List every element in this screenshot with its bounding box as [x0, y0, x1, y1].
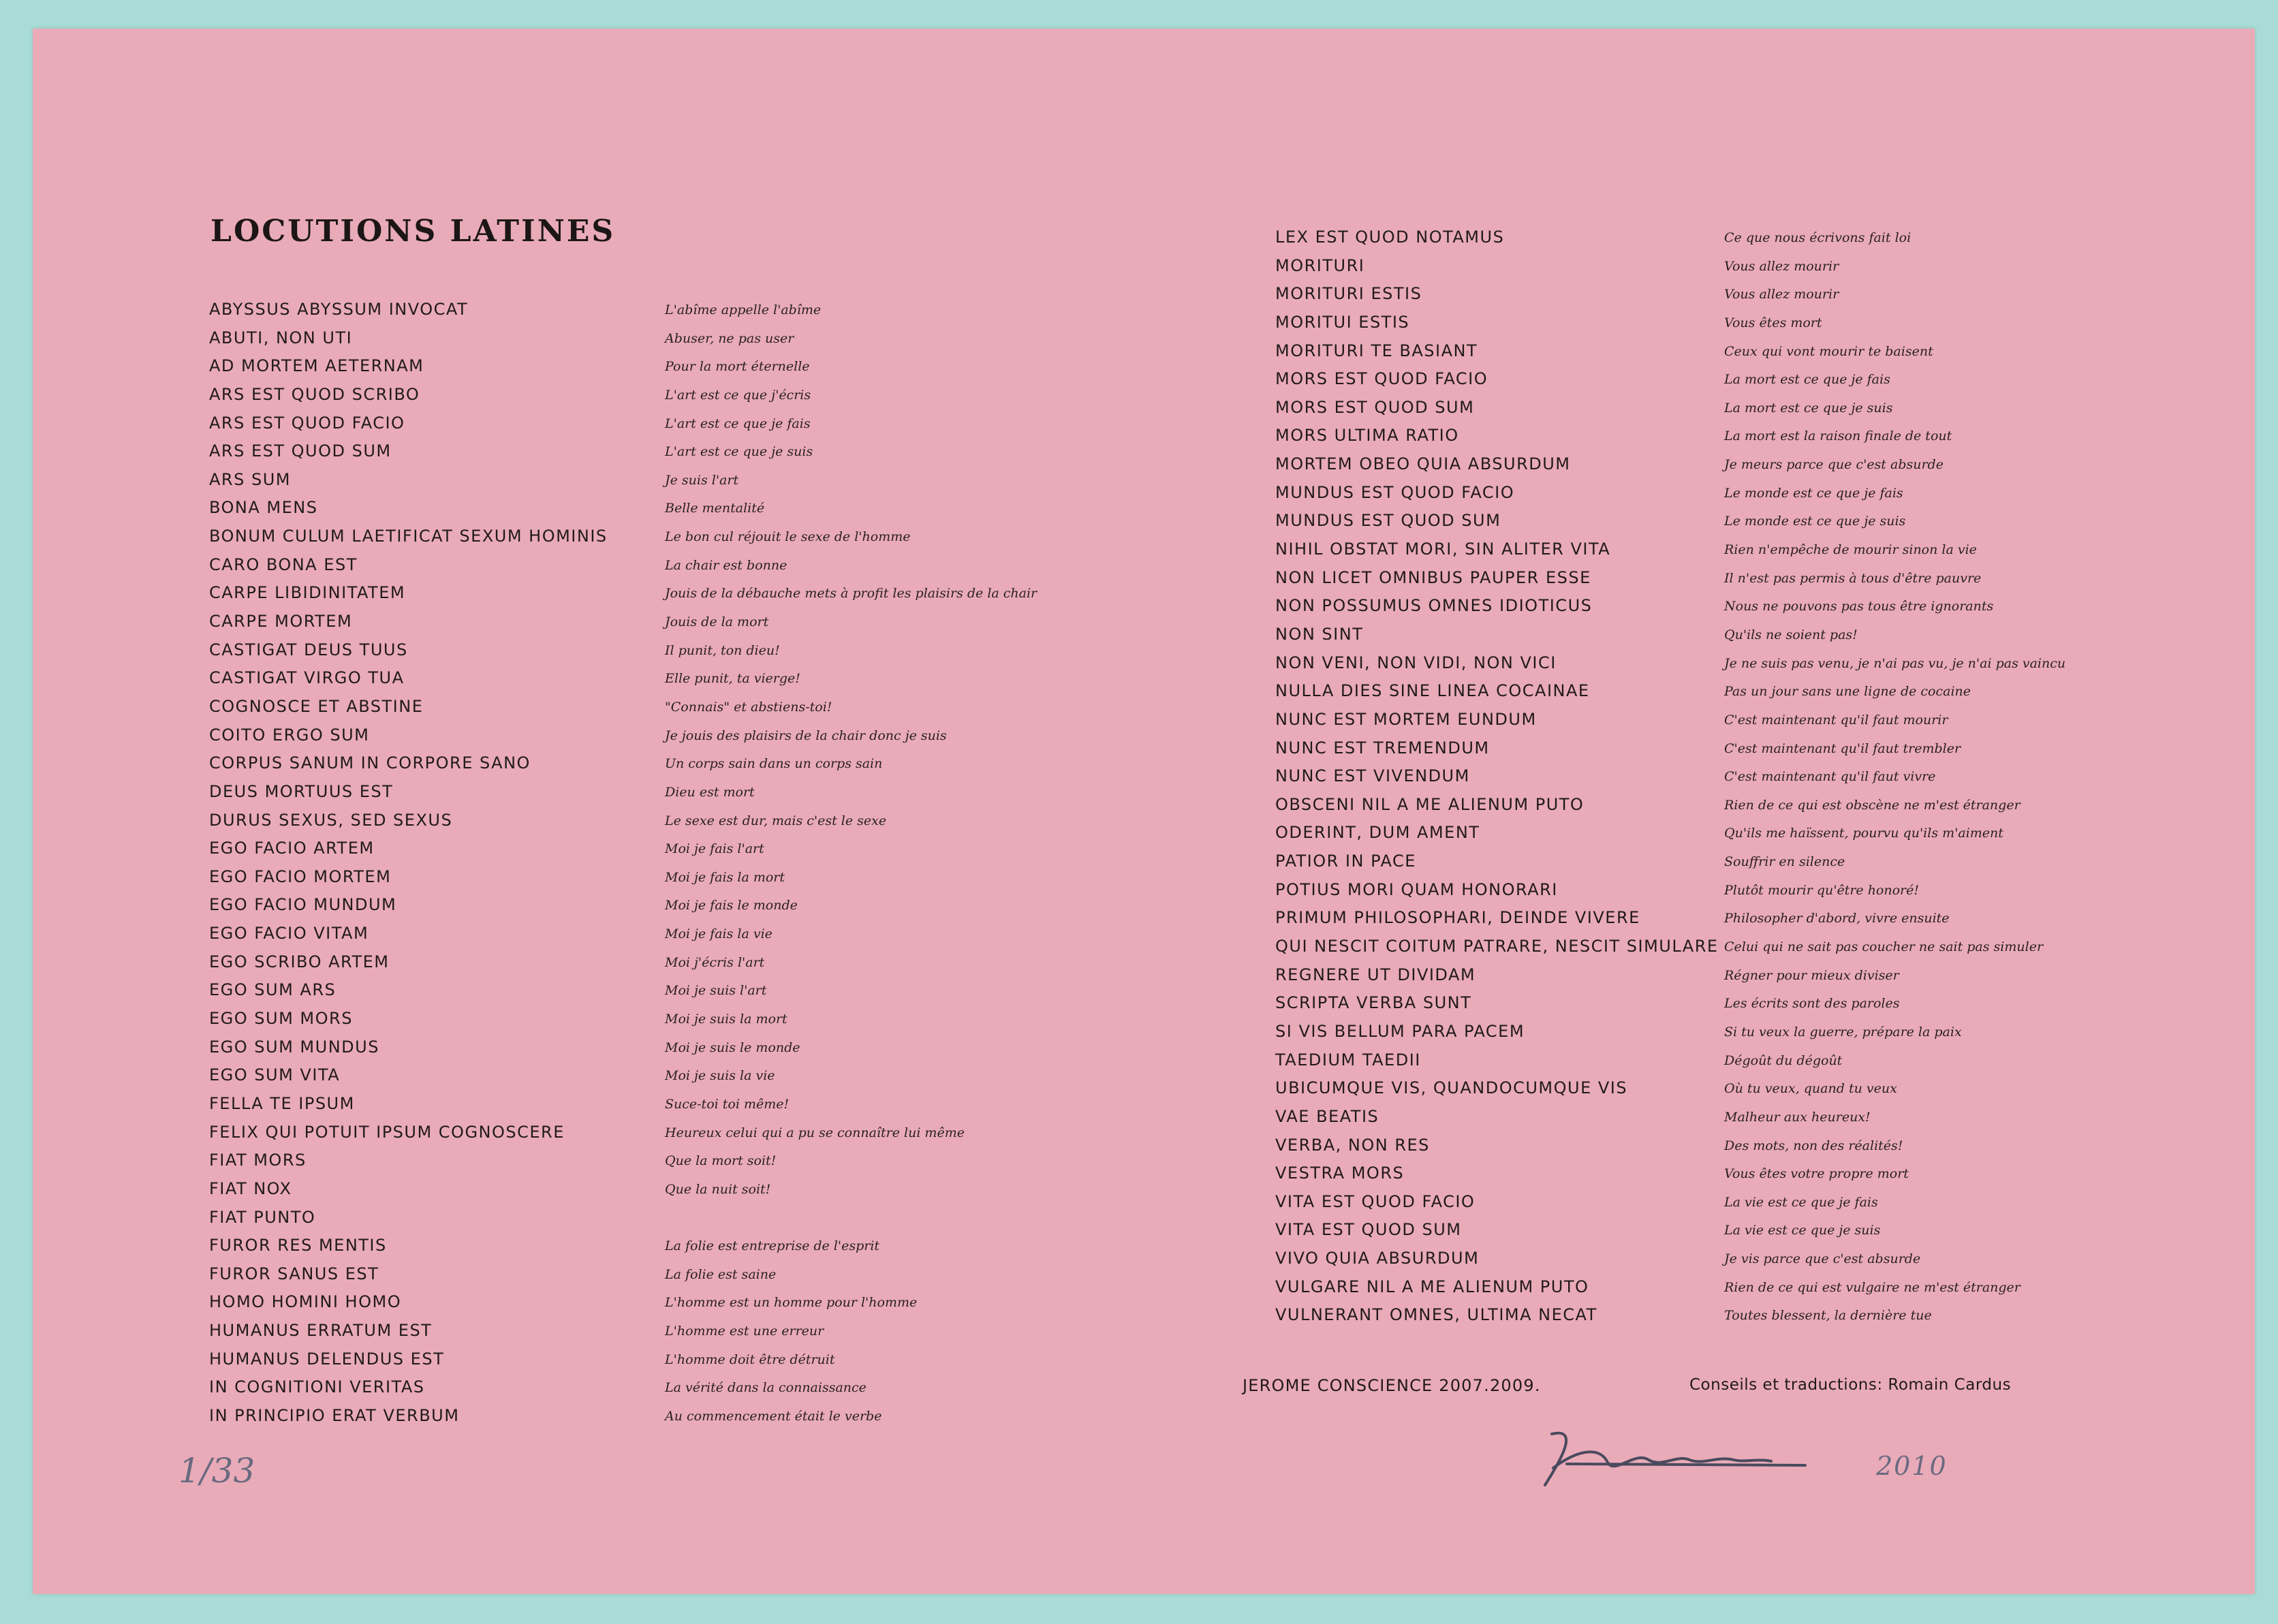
phrase-row [209, 1207, 1095, 1236]
french-translation: L'homme est un homme pour l'homme [665, 1295, 918, 1311]
page-title: LOCUTIONS LATINES [210, 214, 616, 249]
phrase-row [1275, 879, 2161, 908]
french-translation: Régner pour mieux diviser [1724, 967, 1899, 983]
phrase-row [209, 1122, 1095, 1151]
phrase-row [209, 582, 1095, 611]
french-translation: Dieu est mort [665, 784, 755, 800]
latin-phrase: EGO SUM VITA [209, 1065, 341, 1085]
latin-phrase: ABUTI, NON UTI [209, 328, 353, 347]
latin-phrase: DURUS SEXUS, SED SEXUS [209, 810, 453, 830]
phrase-row [1275, 255, 2161, 284]
phrase-row [209, 980, 1095, 1008]
french-translation: Je meurs parce que c'est absurde [1724, 457, 1944, 473]
translation-credit: Conseils et traductions: Romain Cardus [1689, 1376, 2012, 1394]
latin-phrase: EGO SUM MORS [209, 1009, 353, 1029]
phrase-row [209, 555, 1095, 583]
phrase-row [209, 413, 1095, 441]
latin-phrase: COITO ERGO SUM [209, 725, 370, 745]
latin-phrase: MORITURI [1275, 255, 1365, 275]
french-translation: Il n'est pas permis à tous d'être pauvre [1724, 570, 1982, 586]
phrase-row [209, 725, 1095, 753]
phrase-row [209, 299, 1095, 328]
phrase-row [1275, 397, 2161, 426]
french-translation: Moi j'écris l'art [665, 954, 765, 970]
french-translation: Moi je fais la vie [665, 926, 773, 942]
latin-phrase: ARS SUM [209, 469, 291, 489]
french-translation: La vie est ce que je suis [1724, 1223, 1881, 1238]
phrase-row [1275, 738, 2161, 766]
latin-phrase: IN COGNITIONI VERITAS [209, 1377, 425, 1397]
latin-phrase: ARS EST QUOD SCRIBO [209, 384, 420, 404]
latin-phrase: EGO FACIO MUNDUM [209, 895, 397, 915]
latin-phrase: VITA EST QUOD FACIO [1275, 1191, 1476, 1211]
handwritten-year: 2010 [1876, 1451, 1948, 1481]
phrase-row [209, 1377, 1095, 1405]
french-translation: Le monde est ce que je suis [1724, 514, 1906, 529]
latin-phrase: NON SINT [1275, 624, 1364, 644]
latin-phrase: FIAT NOX [209, 1178, 292, 1198]
french-translation: Où tu veux, quand tu veux [1724, 1081, 1897, 1097]
phrase-row [1275, 822, 2161, 851]
latin-phrase: DEUS MORTUUS EST [209, 781, 394, 801]
french-translation: Souffrir en silence [1724, 854, 1845, 870]
french-translation: Le bon cul réjouit le sexe de l'homme [665, 529, 911, 545]
french-translation: Il punit, ton dieu! [665, 642, 780, 658]
phrase-row [209, 497, 1095, 526]
phrase-row [1275, 425, 2161, 454]
author-credit: JEROME CONSCIENCE 2007.2009. [1243, 1376, 1541, 1395]
edition-number: 1/33 [178, 1451, 255, 1490]
phrase-row [1275, 1021, 2161, 1050]
french-translation: Dégoût du dégoût [1724, 1052, 1843, 1068]
latin-phrase: EGO FACIO VITAM [209, 924, 369, 943]
latin-phrase: VIVO QUIA ABSURDUM [1275, 1249, 1480, 1268]
french-translation: Moi je fais le monde [665, 898, 798, 914]
phrase-row [1275, 653, 2161, 681]
phrase-row [1275, 1078, 2161, 1106]
phrase-row [209, 838, 1095, 866]
phrase-row [1275, 1248, 2161, 1277]
french-translation: Elle punit, ta vierge! [665, 671, 800, 687]
latin-phrase: FUROR RES MENTIS [209, 1236, 387, 1255]
french-translation: Vous allez mourir [1724, 287, 1839, 302]
phrase-row [1275, 794, 2161, 823]
phrase-row [209, 611, 1095, 640]
phrase-row [209, 1405, 1095, 1434]
latin-phrase: NON VENI, NON VIDI, NON VICI [1275, 653, 1557, 672]
french-translation: L'homme est une erreur [665, 1324, 824, 1339]
phrase-row [1275, 1135, 2161, 1164]
phrase-row [209, 1264, 1095, 1292]
latin-phrase: TAEDIUM TAEDII [1275, 1050, 1421, 1069]
latin-phrase: MUNDUS EST QUOD FACIO [1275, 482, 1515, 502]
phrase-row [209, 866, 1095, 895]
french-translation: La vie est ce que je fais [1724, 1194, 1878, 1210]
french-translation: L'homme doit être détruit [665, 1352, 835, 1367]
french-translation: Moi je suis l'art [665, 983, 767, 999]
french-translation: L'art est ce que j'écris [665, 387, 811, 403]
latin-phrase: OBSCENI NIL A ME ALIENUM PUTO [1275, 794, 1585, 814]
phrase-row [209, 1178, 1095, 1207]
phrase-row [209, 668, 1095, 696]
phrase-row [1275, 1106, 2161, 1135]
french-translation: Jouis de la mort [665, 614, 769, 630]
latin-phrase: PATIOR IN PACE [1275, 852, 1416, 871]
phrase-row [209, 894, 1095, 923]
phrase-row [1275, 709, 2161, 738]
french-translation: Ce que nous écrivons fait loi [1724, 230, 1912, 245]
french-translation: Moi je suis le monde [665, 1040, 800, 1055]
latin-phrase: EGO FACIO ARTEM [209, 839, 375, 858]
phrase-row [1275, 454, 2161, 482]
french-translation: Rien de ce qui est vulgaire ne m'est étranger [1724, 1279, 2020, 1295]
french-translation: C'est maintenant qu'il faut trembler [1724, 740, 1961, 756]
phrase-row [209, 753, 1095, 781]
latin-phrase: BONUM CULUM LAETIFICAT SEXUM HOMINIS [209, 527, 608, 546]
latin-phrase: FIAT MORS [209, 1151, 307, 1170]
phrase-row [1275, 510, 2161, 539]
french-translation: C'est maintenant qu'il faut vivre [1724, 769, 1936, 785]
latin-phrase: MUNDUS EST QUOD SUM [1275, 511, 1501, 531]
phrase-row [1275, 283, 2161, 312]
french-translation: Belle mentalité [665, 501, 765, 516]
french-translation: Je jouis des plaisirs de la chair donc je suis [665, 728, 947, 743]
french-translation: Un corps sain dans un corps sain [665, 756, 883, 772]
french-translation: Le monde est ce que je fais [1724, 485, 1903, 501]
phrase-row [1275, 567, 2161, 596]
latin-phrase: ABYSSUS ABYSSUM INVOCAT [209, 300, 469, 319]
latin-phrase: QUI NESCIT COITUM PATRARE, NESCIT SIMULARE [1275, 937, 1719, 956]
latin-phrase: VITA EST QUOD SUM [1275, 1220, 1462, 1240]
french-translation: Malheur aux heureux! [1724, 1109, 1871, 1125]
left-phrase-list [209, 299, 1095, 1434]
french-translation: C'est maintenant qu'il faut mourir [1724, 712, 1948, 728]
latin-phrase: REGNERE UT DIVIDAM [1275, 965, 1476, 984]
phrase-row [1275, 482, 2161, 511]
phrase-row [209, 1037, 1095, 1065]
phrase-row [1275, 312, 2161, 341]
latin-phrase: EGO SUM MUNDUS [209, 1037, 379, 1057]
latin-phrase: LEX EST QUOD NOTAMUS [1275, 228, 1505, 247]
phrase-row [209, 356, 1095, 384]
latin-phrase: CASTIGAT VIRGO TUA [209, 668, 405, 688]
phrase-row [209, 1349, 1095, 1377]
french-translation: La mort est ce que je fais [1724, 372, 1890, 388]
phrase-row [209, 1065, 1095, 1093]
french-translation: La mort est ce que je suis [1724, 400, 1893, 416]
latin-phrase: SI VIS BELLUM PARA PACEM [1275, 1021, 1525, 1041]
latin-phrase: COGNOSCE ET ABSTINE [209, 696, 424, 716]
latin-phrase: MORITUI ESTIS [1275, 312, 1410, 332]
latin-phrase: MORS ULTIMA RATIO [1275, 426, 1459, 446]
latin-phrase: HUMANUS ERRATUM EST [209, 1321, 433, 1341]
phrase-row [1275, 766, 2161, 794]
french-translation: Que la nuit soit! [665, 1181, 771, 1197]
latin-phrase: MORTEM OBEO QUIA ABSURDUM [1275, 454, 1571, 474]
latin-phrase: AD MORTEM AETERNAM [209, 356, 424, 376]
latin-phrase: MORITURI TE BASIANT [1275, 341, 1478, 360]
phrase-row [1275, 681, 2161, 709]
latin-phrase: CASTIGAT DEUS TUUS [209, 640, 408, 659]
french-translation: Moi je suis la mort [665, 1012, 787, 1027]
latin-phrase: POTIUS MORI QUAM HONORARI [1275, 879, 1558, 899]
french-translation: Je suis l'art [665, 472, 739, 488]
phrase-row [209, 1093, 1095, 1122]
french-translation: Vous êtes votre propre mort [1724, 1166, 1909, 1182]
latin-phrase: MORS EST QUOD FACIO [1275, 369, 1488, 389]
french-translation: Je ne suis pas venu, je n'ai pas vu, je n'ai pas vaincu [1724, 655, 2066, 671]
french-translation: Abuser, ne pas user [665, 330, 794, 346]
phrase-row [1275, 1163, 2161, 1191]
french-translation: Si tu veux la guerre, prépare la paix [1724, 1024, 1962, 1040]
french-translation: Que la mort soit! [665, 1153, 777, 1169]
phrase-row [1275, 993, 2161, 1021]
phrase-row [1275, 907, 2161, 936]
latin-phrase: CARPE LIBIDINITATEM [209, 583, 406, 603]
phrase-row [209, 1008, 1095, 1037]
french-translation: La folie est entreprise de l'esprit [665, 1238, 880, 1254]
phrase-row [1275, 1277, 2161, 1305]
latin-phrase: BONA MENS [209, 498, 318, 518]
french-translation: Qu'ils me haïssent, pourvu qu'ils m'aiment [1724, 826, 2003, 841]
french-translation: L'art est ce que je fais [665, 416, 811, 431]
phrase-row [1275, 1191, 2161, 1220]
phrase-row [209, 923, 1095, 952]
latin-phrase: NON POSSUMUS OMNES IDIOTICUS [1275, 596, 1593, 616]
french-translation: Rien n'empêche de mourir sinon la vie [1724, 542, 1977, 558]
latin-phrase: FIAT PUNTO [209, 1207, 316, 1227]
french-translation: Rien de ce qui est obscène ne m'est étranger [1724, 797, 2020, 813]
latin-phrase: CARPE MORTEM [209, 612, 353, 631]
latin-phrase: VERBA, NON RES [1275, 1135, 1430, 1155]
french-translation: Plutôt mourir qu'être honoré! [1724, 882, 1920, 898]
latin-phrase: CARO BONA EST [209, 555, 358, 574]
french-translation: Moi je fais l'art [665, 841, 764, 857]
french-translation: Ceux qui vont mourir te baisent [1724, 343, 1933, 359]
latin-phrase: NIHIL OBSTAT MORI, SIN ALITER VITA [1275, 540, 1611, 559]
signature [1540, 1420, 1839, 1502]
phrase-row [209, 810, 1095, 839]
french-translation: L'art est ce que je suis [665, 444, 813, 460]
latin-phrase: CORPUS SANUM IN CORPORE SANO [209, 753, 531, 773]
phrase-row [1275, 1305, 2161, 1333]
latin-phrase: ARS EST QUOD FACIO [209, 413, 405, 433]
phrase-row [209, 469, 1095, 498]
phrase-row [209, 1320, 1095, 1349]
french-translation: Vous êtes mort [1724, 315, 1822, 330]
french-translation: Philosopher d'abord, vivre ensuite [1724, 911, 1950, 926]
phrase-row [209, 526, 1095, 555]
latin-phrase: FELLA TE IPSUM [209, 1093, 355, 1113]
phrase-row [209, 696, 1095, 725]
latin-phrase: VULGARE NIL A ME ALIENUM PUTO [1275, 1277, 1589, 1296]
french-translation: Pas un jour sans une ligne de cocaine [1724, 684, 1971, 700]
phrase-row [209, 952, 1095, 980]
latin-phrase: IN PRINCIPIO ERAT VERBUM [209, 1405, 460, 1425]
phrase-row [209, 1235, 1095, 1264]
french-translation: Les écrits sont des paroles [1724, 996, 1900, 1012]
french-translation: Vous allez mourir [1724, 258, 1839, 274]
latin-phrase: EGO SUM ARS [209, 980, 337, 1000]
french-translation: La mort est la raison finale de tout [1724, 428, 1952, 444]
latin-phrase: HOMO HOMINI HOMO [209, 1292, 402, 1312]
phrase-row [1275, 595, 2161, 624]
french-translation: Moi je suis la vie [665, 1068, 775, 1084]
latin-phrase: NON LICET OMNIBUS PAUPER ESSE [1275, 567, 1591, 587]
french-translation: Toutes blessent, la dernière tue [1724, 1308, 1932, 1324]
french-translation: Jouis de la débauche mets à profit les plaisirs de la chair [665, 586, 1037, 602]
french-translation: Pour la mort éternelle [665, 359, 810, 375]
french-translation: L'abîme appelle l'abîme [665, 302, 822, 317]
latin-phrase: SCRIPTA VERBA SUNT [1275, 993, 1472, 1013]
latin-phrase: NUNC EST TREMENDUM [1275, 738, 1490, 758]
french-translation: La folie est saine [665, 1266, 777, 1282]
latin-phrase: VAE BEATIS [1275, 1106, 1379, 1126]
latin-phrase: FUROR SANUS EST [209, 1264, 379, 1283]
phrase-row [209, 1150, 1095, 1178]
french-translation: Nous ne pouvons pas tous être ignorants [1724, 599, 1994, 614]
phrase-row [1275, 1219, 2161, 1248]
french-translation: Heureux celui qui a pu se connaître lui même [665, 1125, 965, 1140]
phrase-row [1275, 369, 2161, 397]
phrase-row [209, 1292, 1095, 1320]
french-translation: Le sexe est dur, mais c'est le sexe [665, 813, 887, 828]
latin-phrase: EGO FACIO MORTEM [209, 866, 392, 886]
latin-phrase: VULNERANT OMNES, ULTIMA NECAT [1275, 1305, 1597, 1325]
phrase-row [1275, 851, 2161, 879]
phrase-row [1275, 539, 2161, 567]
latin-phrase: ODERINT, DUM AMENT [1275, 823, 1480, 843]
right-phrase-list [1275, 227, 2161, 1333]
french-translation: Des mots, non des réalités! [1724, 1138, 1903, 1153]
latin-phrase: NULLA DIES SINE LINEA COCAINAE [1275, 681, 1590, 701]
latin-phrase: HUMANUS DELENDUS EST [209, 1349, 445, 1369]
latin-phrase: UBICUMQUE VIS, QUANDOCUMQUE VIS [1275, 1078, 1628, 1098]
latin-phrase: PRIMUM PHILOSOPHARI, DEINDE VIVERE [1275, 908, 1640, 928]
french-translation: La vérité dans la connaissance [665, 1380, 867, 1396]
phrase-row [209, 384, 1095, 413]
phrase-row [209, 640, 1095, 668]
phrase-row [1275, 936, 2161, 965]
latin-phrase: MORS EST QUOD SUM [1275, 397, 1475, 417]
print-sheet [33, 29, 2255, 1594]
phrase-row [209, 441, 1095, 469]
latin-phrase: NUNC EST MORTEM EUNDUM [1275, 709, 1537, 729]
latin-phrase: MORITURI ESTIS [1275, 284, 1422, 304]
phrase-row [1275, 227, 2161, 255]
french-translation: Au commencement était le verbe [665, 1408, 882, 1424]
latin-phrase: EGO SCRIBO ARTEM [209, 952, 390, 971]
french-translation: "Connais" et abstiens-toi! [665, 699, 832, 715]
phrase-row [1275, 624, 2161, 653]
latin-phrase: ARS EST QUOD SUM [209, 441, 392, 461]
phrase-row [209, 781, 1095, 810]
phrase-row [1275, 1050, 2161, 1078]
latin-phrase: NUNC EST VIVENDUM [1275, 766, 1470, 786]
french-translation: Celui qui ne sait pas coucher ne sait pas simuler [1724, 939, 2044, 955]
french-translation: Moi je fais la mort [665, 869, 785, 885]
french-translation: La chair est bonne [665, 557, 787, 573]
latin-phrase: VESTRA MORS [1275, 1164, 1405, 1183]
phrase-row [1275, 341, 2161, 369]
french-translation: Suce-toi toi même! [665, 1096, 790, 1112]
phrase-row [1275, 965, 2161, 993]
french-translation: Je vis parce que c'est absurde [1724, 1251, 1921, 1267]
french-translation: Qu'ils ne soient pas! [1724, 627, 1858, 642]
latin-phrase: FELIX QUI POTUIT IPSUM COGNOSCERE [209, 1122, 565, 1142]
phrase-row [209, 328, 1095, 356]
